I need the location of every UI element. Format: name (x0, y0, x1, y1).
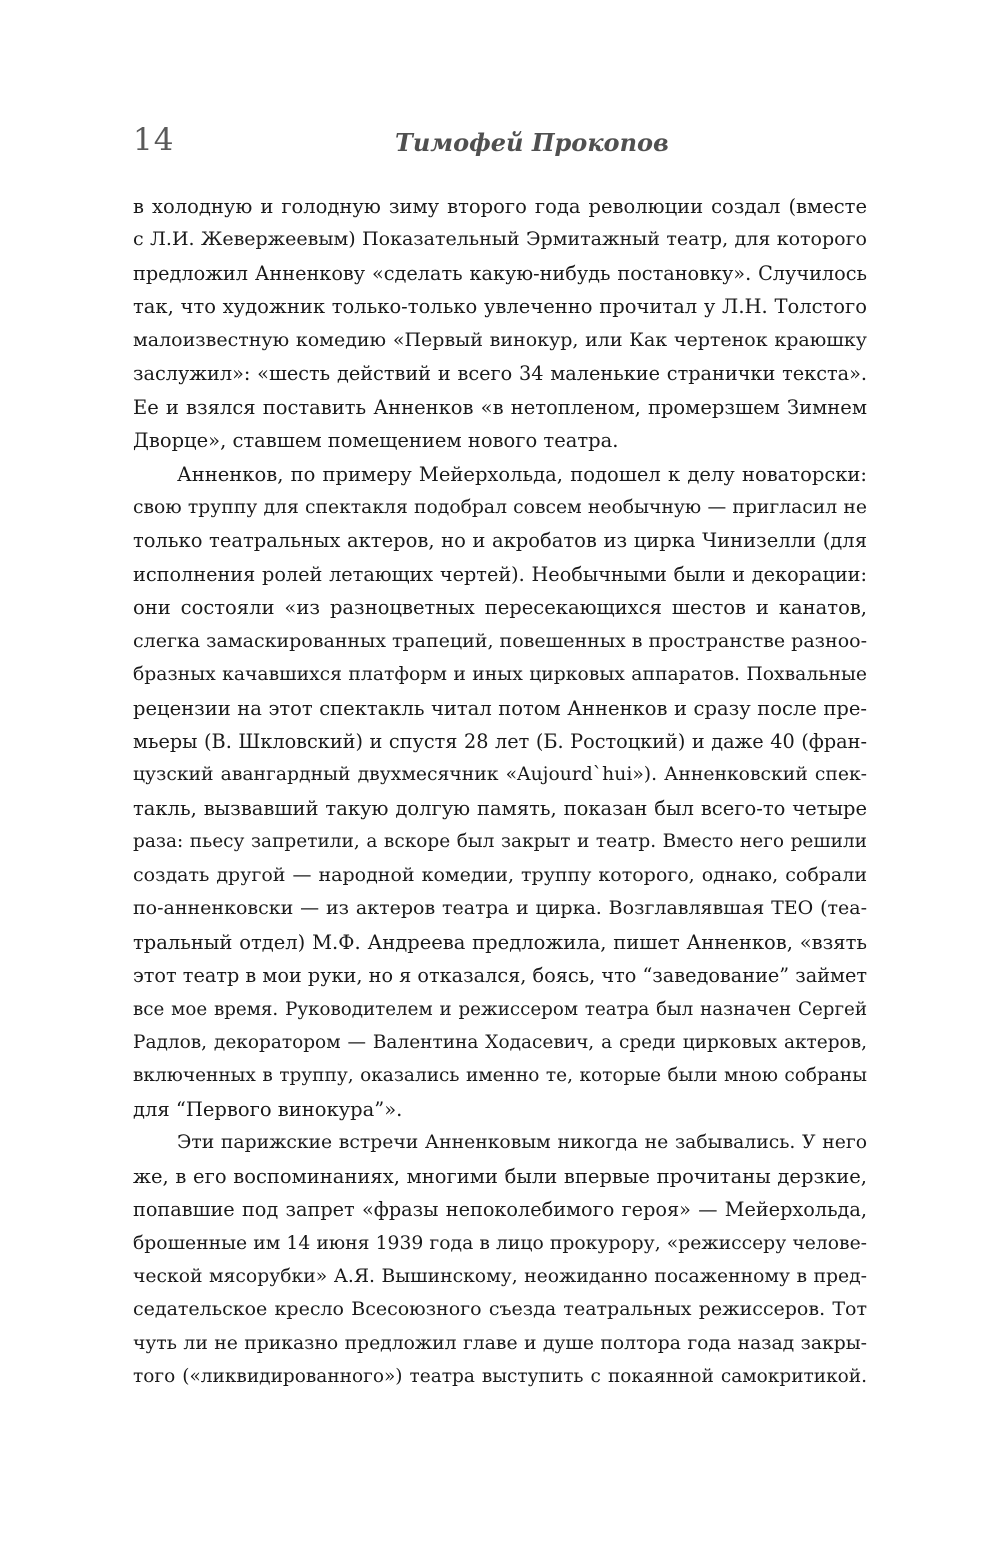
text-line: так, что художник только-только увлеченно прочитал у Л.Н. Толстого (133, 295, 867, 319)
text-line: слегка замаскированных трапеций, повешенных в пространстве разноо- (133, 629, 867, 652)
text-line: того («ликвидированного») театра выступить с покаянной самокритикой. (133, 1366, 867, 1388)
text-line: седательское кресло Всесоюзного съезда театральных режиссеров. Тот (133, 1298, 867, 1321)
text-line: Анненков, по примеру Мейерхольда, подошел к делу новаторски: (177, 462, 867, 486)
text-line: предложил Анненкову «сделать какую-нибудь постановку». Случилось (133, 261, 867, 285)
text-line: же, в его воспоминаниях, многими были впервые прочитаны дерзкие, (133, 1164, 867, 1188)
text-line: в холодную и голодную зиму второго года революции создал (вместе (133, 195, 867, 218)
text-line: бразных качавшихся платформ и иных цирковых аппаратов. Похвальные (133, 664, 867, 686)
text-line: чуть ли не приказно предложил главе и душе полтора года назад закры- (133, 1332, 867, 1354)
text-line: малоизвестную комедию «Первый винокур, или Как чертенок краюшку (133, 328, 867, 351)
text-line: такль, вызвавший такую долгую память, показан был всего-то четыре (133, 796, 867, 820)
text-line: исполнения ролей летающих чертей). Необычными были и декорации: (133, 562, 867, 586)
text-line: цузский авангардный двухмесячник «Aujourd`hui»). Анненковский спек- (133, 764, 867, 786)
text-line: с Л.И. Жевержеевым) Показательный Эрмитажный театр, для которого (133, 228, 867, 251)
text-line: для “Первого винокура”». (133, 1097, 403, 1121)
body-text (133, 190, 867, 1394)
text-line: по-анненковски — из актеров театра и цирка. Возглавлявшая ТЕО (теа- (133, 897, 867, 920)
text-line: мьеры (В. Шкловский) и спустя 28 лет (Б. Ростоцкий) и даже 40 (фран- (133, 730, 867, 753)
page-number: 14 (133, 122, 175, 158)
text-line: Дворце», ставшем помещением нового театра. (133, 429, 619, 453)
text-line: попавшие под запрет «фразы непоколебимого героя» — Мейерхольда, (133, 1198, 867, 1222)
text-line: рецензии на этот спектакль читал потом Анненков и сразу после пре- (133, 696, 867, 720)
text-line: брошенные им 14 июня 1939 года в лицо прокурору, «режиссеру челове- (133, 1232, 867, 1254)
text-line: включенных в труппу, оказались именно те, которые были мною собраны (133, 1065, 867, 1087)
text-line: они состояли «из разноцветных пересекающихся шестов и канатов, (133, 596, 867, 620)
text-line: Ее и взялся поставить Анненков «в нетопленом, промерзшем Зимнем (133, 395, 867, 419)
text-line: этот театр в мои руки, но я отказался, боясь, что “заведование” займет (133, 964, 868, 988)
text-line: раза: пьесу запретили, а вскоре был закрыт и театр. Вместо него решили (133, 831, 867, 853)
text-line: заслужил»: «шесть действий и всего 34 маленькие странички текста». (133, 362, 867, 386)
text-line: свою труппу для спектакля подобрал совсем необычную — пригласил не (133, 496, 867, 518)
text-line: ческой мясорубки» А.Я. Вышинскому, неожиданно посаженному в пред- (133, 1266, 867, 1287)
text-line: все мое время. Руководителем и режиссером театра был назначен Сергей (133, 998, 867, 1020)
text-line: Радлов, декоратором — Валентина Ходасевич, а среди цирковых актеров, (133, 1031, 867, 1053)
text-line: создать другой — народной комедии, труппу которого, однако, собрали (133, 863, 867, 886)
page-header (133, 122, 867, 172)
text-line: только театральных актеров, но и акробатов из цирка Чинизелли (для (133, 529, 867, 553)
running-title: Тимофей Прокопов (395, 128, 669, 157)
text-line: Эти парижские встречи Анненковым никогда не забывались. У него (177, 1132, 867, 1154)
text-line: тральный отдел) М.Ф. Андреева предложила, пишет Анненков, «взять (133, 930, 867, 954)
